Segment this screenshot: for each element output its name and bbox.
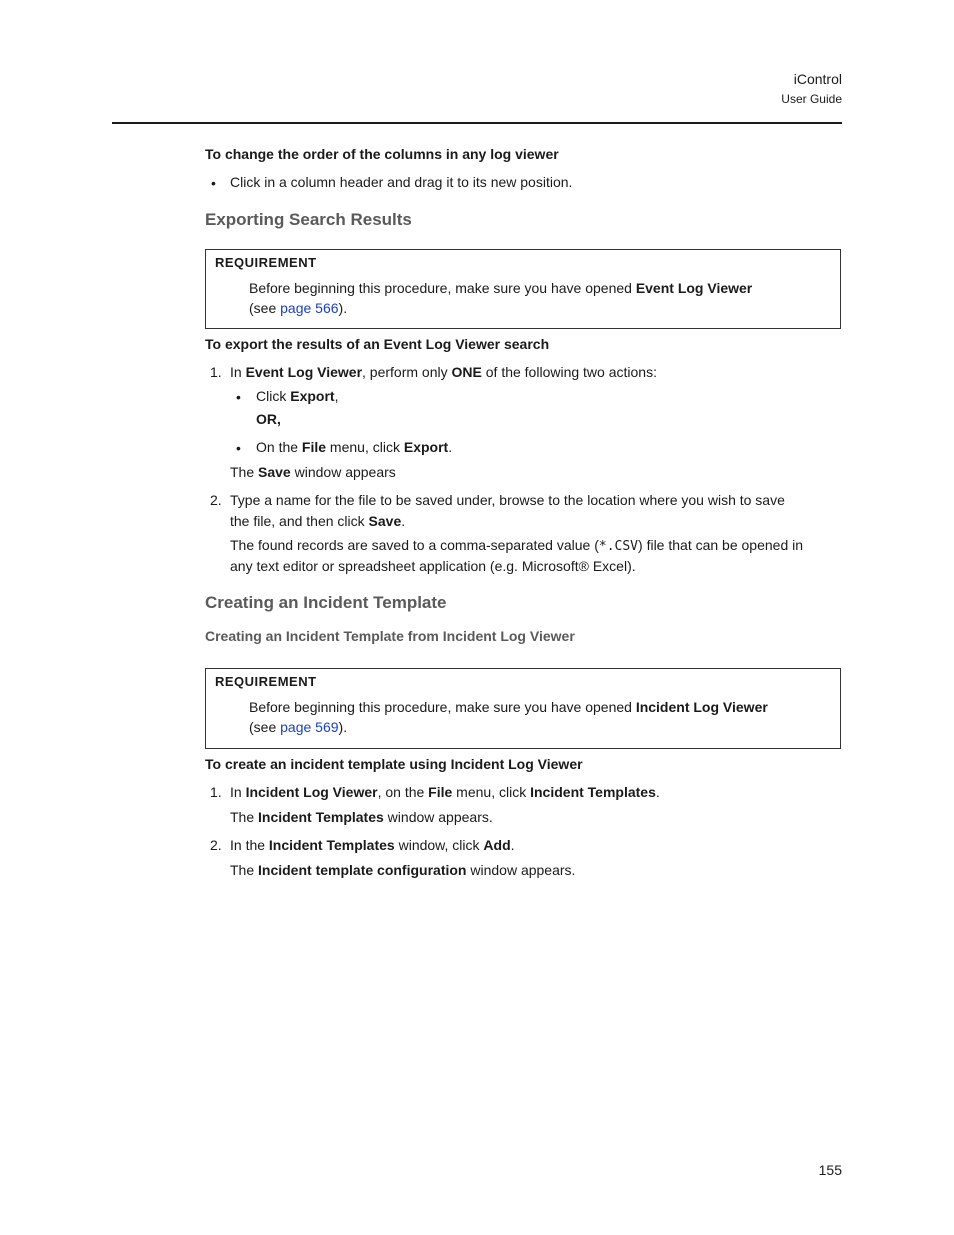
page-link-566[interactable]: page 566 [280, 300, 339, 316]
export-step1-text: In Event Log Viewer, perform only ONE of the following two actions: [230, 364, 657, 380]
export-section-heading: Exporting Search Results [205, 210, 412, 229]
requirement-label: REQUIREMENT [215, 674, 317, 689]
bullet-glyph: • [236, 440, 241, 456]
incident-step2-text: In the Incident Templates window, click Add. [230, 837, 515, 853]
export-bullet-2: On the File menu, click Export. [256, 439, 453, 455]
incident-step1-text: In Incident Log Viewer, on the File menu, click Incident Templates. [230, 784, 660, 800]
proc-export-title: To export the results of an Event Log Viewer search [205, 336, 550, 352]
requirement-box-incident [205, 668, 841, 749]
header-title: iControl [793, 71, 842, 87]
export-bullet-1: Click Export, [256, 388, 339, 404]
export-step2-note1: The found records are saved to a comma-separated value (*.CSV) file that can be opened in [230, 537, 804, 554]
bullet-glyph: • [211, 175, 216, 191]
step-number: 1. [210, 364, 222, 380]
header-rule [112, 122, 842, 124]
export-or: OR, [256, 411, 281, 427]
proc-reorder-bullet: Click in a column header and drag it to its new position. [230, 174, 573, 190]
requirement-label: REQUIREMENT [215, 255, 317, 270]
requirement-text: Before beginning this procedure, make sure you have opened Incident Log Viewer (see page 569). [249, 699, 768, 735]
export-step2-line2: the file, and then click Save. [230, 513, 406, 529]
step-number: 1. [210, 784, 222, 800]
export-step2-line1: Type a name for the file to be saved under, browse to the location where you wish to save [230, 492, 785, 508]
incident-section-heading: Creating an Incident Template [205, 593, 447, 612]
step-number: 2. [210, 492, 222, 508]
incident-step2-result: The Incident template configuration window appears. [230, 862, 576, 878]
incident-step1-result: The Incident Templates window appears. [230, 809, 493, 825]
incident-subheading: Creating an Incident Template from Incident Log Viewer [205, 628, 575, 644]
page-link-569[interactable]: page 569 [280, 719, 339, 735]
export-step2-note2: any text editor or spreadsheet application (e.g. Microsoft® Excel). [230, 558, 636, 574]
requirement-text: Before beginning this procedure, make sure you have opened Event Log Viewer (see page 566). [249, 280, 753, 316]
requirement-box-export [205, 249, 841, 329]
export-step1-result: The Save window appears [230, 464, 396, 480]
header-subtitle: User Guide [781, 92, 842, 106]
page-number: 155 [818, 1162, 842, 1178]
step-number: 2. [210, 837, 222, 853]
proc-incident-title: To create an incident template using Incident Log Viewer [205, 756, 583, 772]
proc-reorder-title: To change the order of the columns in any log viewer [205, 146, 559, 162]
bullet-glyph: • [236, 389, 241, 405]
